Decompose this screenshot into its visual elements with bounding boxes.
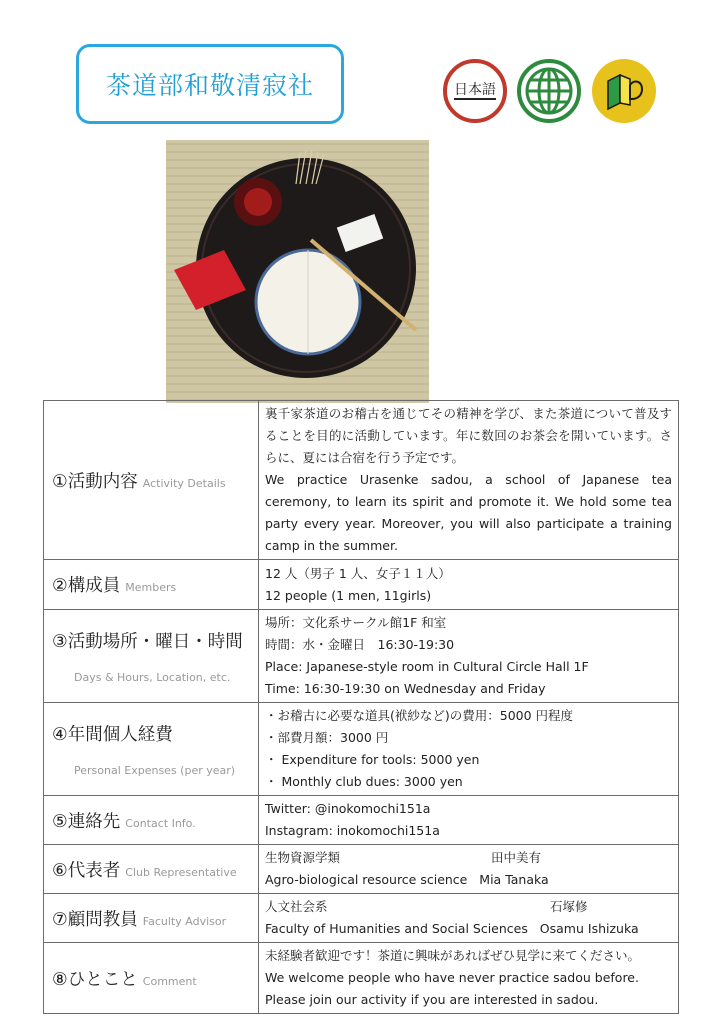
advisor-row [44,894,679,943]
advisor-sublabel: Faculty Advisor [142,914,227,928]
expenses-sublabel: Personal Expenses (per year) [74,764,236,777]
contact-instagram: Instagram: inokomochi151a [265,823,440,838]
rep-name-jp: 田中美有 [491,850,542,865]
place-line2: 時間：水・金曜日 16:30-19:30 [265,637,455,652]
club-title-text: 茶道部和敬清寂社 [105,71,314,100]
advisor-label-cell [44,894,259,943]
advisor-dept-en: Faculty of Humanities and Social Sciences [265,921,528,936]
members-row [44,560,679,610]
rep-label: ⑥代表者 [52,860,121,881]
contact-twitter: Twitter: @inokomochi151a [265,801,431,816]
rep-row [44,845,679,894]
japanese-language-badge [443,59,507,123]
activity-label: ①活動内容 [52,471,138,492]
expenses-row [44,703,679,796]
advisor-label: ⑦顧問教員 [52,909,138,930]
place-label-cell [44,610,259,703]
japanese-language-badge-text: 日本語 [454,82,496,98]
place-row [44,610,679,703]
rep-dept-jp: 生物資源学類 [265,850,341,865]
activity-en: We practice Urasenke sadou, a school of Japanese tea ceremony, to learn its spirit and promote it. We hold some tea party every year. Moreover, you will also participate a training camp in the summer. [265,472,672,553]
expenses-content [259,703,679,796]
contact-label-cell [44,796,259,845]
advisor-content [259,894,679,943]
place-line1: 場所：文化系サークル館1F 和室 [265,615,447,630]
rep-dept-en: Agro-biological resource science [265,872,468,887]
contact-label: ⑤連絡先 [52,811,121,832]
place-sublabel: Days & Hours, Location, etc. [74,671,231,684]
rep-name-en: Mia Tanaka [479,872,549,887]
comment-sublabel: Comment [142,974,197,988]
tea-ceremony-photo [166,140,429,403]
comment-line1: 未経験者歓迎です！茶道に興味があればぜひ見学に来てください。 [265,948,641,963]
comment-line2: We welcome people who have never practice sadou before. [265,970,639,985]
comment-label: ⑧ひとこと [52,969,138,990]
members-line2: 12 people (1 men, 11girls) [265,587,432,603]
club-info-table [43,400,679,1014]
rep-content [259,845,679,894]
contact-row [44,796,679,845]
expenses-line1: ・お稽古に必要な道具(袱紗など)の費用：5000 円程度 [265,708,574,723]
advisor-jp-line [265,896,672,918]
advisor-name-jp: 石塚修 [550,899,588,914]
contact-content [259,796,679,845]
comment-content [259,943,679,1014]
members-label: ②構成員 [52,576,121,596]
comment-label-cell [44,943,259,1014]
place-content [259,610,679,703]
contact-sublabel: Contact Info. [125,816,196,830]
activity-content [259,401,679,560]
members-label-cell [44,560,259,610]
expenses-line3: ・ Expenditure for tools: 5000 yen [265,752,480,767]
expenses-label: ④年間個人経費 [52,725,173,745]
comment-line3: Please join our activity if you are interested in sadou. [265,992,599,1007]
globe-icon [517,59,581,123]
place-line3: Place: Japanese-style room in Cultural Circle Hall 1F [265,659,589,674]
advisor-name-en: Osamu Ishizuka [539,921,639,936]
rep-sublabel: Club Representative [125,865,237,879]
rep-en-line [265,869,672,891]
advisor-en-line [265,918,672,940]
activity-sublabel: Activity Details [142,476,226,490]
expenses-label-cell [44,703,259,796]
members-line1: 12 人（男子 1 人、女子１１人） [265,565,451,581]
advisor-dept-jp: 人文社会系 [265,899,328,914]
comment-row [44,943,679,1014]
rep-jp-line [265,847,672,869]
expenses-line4: ・ Monthly club dues: 3000 yen [265,774,463,789]
place-label: ③活動場所・曜日・時間 [52,632,243,652]
expenses-line2: ・部費月額：3000 円 [265,730,389,745]
club-title [76,44,344,124]
place-line4: Time: 16:30-19:30 on Wednesday and Friday [265,681,546,696]
rep-label-cell [44,845,259,894]
activity-row [44,401,679,560]
members-content [259,560,679,610]
beginner-mark-icon [592,59,656,123]
activity-jp: 裏千家茶道のお稽古を通じてその精神を学び、また茶道について普及することを目的に活動しています。年に数回のお茶会を開いています。さらに、夏には合宿を行う予定です。 [265,406,672,465]
members-sublabel: Members [125,581,177,594]
activity-label-cell [44,401,259,560]
